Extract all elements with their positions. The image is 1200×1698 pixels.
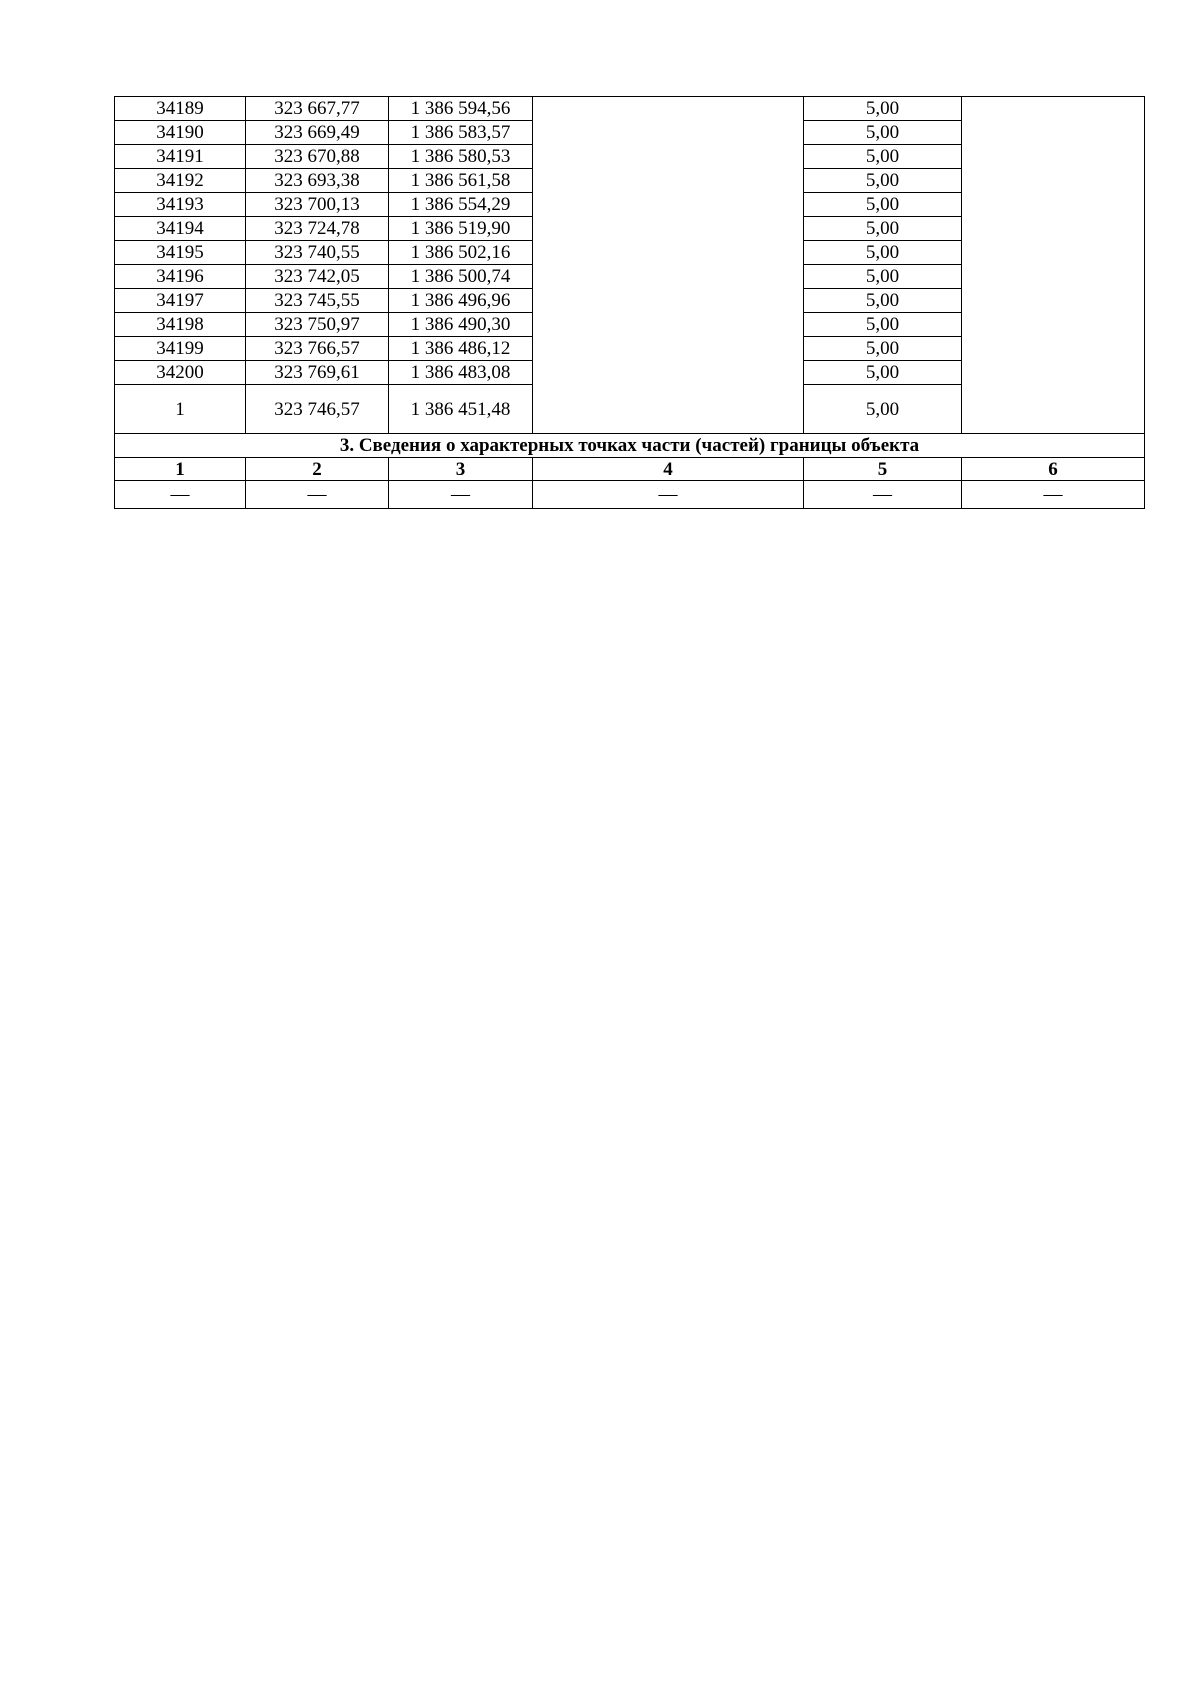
x-coordinate-cell: 323 746,57 [246, 385, 389, 434]
point-number-cell: 34199 [115, 337, 246, 361]
x-coordinate-cell: 323 766,57 [246, 337, 389, 361]
point-number-cell: 34195 [115, 241, 246, 265]
accuracy-cell: 5,00 [804, 193, 962, 217]
dash-cell: — [962, 481, 1145, 509]
y-coordinate-cell: 1 386 451,48 [389, 385, 533, 434]
accuracy-cell: 5,00 [804, 217, 962, 241]
column-number: 5 [804, 458, 962, 481]
x-coordinate-cell: 323 667,77 [246, 97, 389, 121]
accuracy-cell: 5,00 [804, 169, 962, 193]
x-coordinate-cell: 323 670,88 [246, 145, 389, 169]
point-number-cell: 34194 [115, 217, 246, 241]
y-coordinate-cell: 1 386 519,90 [389, 217, 533, 241]
column-number: 1 [115, 458, 246, 481]
y-coordinate-cell: 1 386 483,08 [389, 361, 533, 385]
point-number-cell: 34200 [115, 361, 246, 385]
column-number: 2 [246, 458, 389, 481]
y-coordinate-cell: 1 386 583,57 [389, 121, 533, 145]
y-coordinate-cell: 1 386 496,96 [389, 289, 533, 313]
accuracy-cell: 5,00 [804, 97, 962, 121]
description-cell-empty [962, 97, 1145, 434]
accuracy-cell: 5,00 [804, 145, 962, 169]
accuracy-cell: 5,00 [804, 265, 962, 289]
x-coordinate-cell: 323 745,55 [246, 289, 389, 313]
point-number-cell: 34197 [115, 289, 246, 313]
dash-cell: — [246, 481, 389, 509]
accuracy-cell: 5,00 [804, 385, 962, 434]
x-coordinate-cell: 323 740,55 [246, 241, 389, 265]
x-coordinate-cell: 323 769,61 [246, 361, 389, 385]
y-coordinate-cell: 1 386 500,74 [389, 265, 533, 289]
point-number-cell: 1 [115, 385, 246, 434]
y-coordinate-cell: 1 386 490,30 [389, 313, 533, 337]
dash-cell: — [115, 481, 246, 509]
document-page [114, 96, 1144, 509]
x-coordinate-cell: 323 700,13 [246, 193, 389, 217]
column-numbers-row [115, 458, 1145, 481]
section-3-header-row [115, 434, 1145, 458]
point-number-cell: 34190 [115, 121, 246, 145]
x-coordinate-cell: 323 742,05 [246, 265, 389, 289]
accuracy-cell: 5,00 [804, 313, 962, 337]
accuracy-cell: 5,00 [804, 361, 962, 385]
y-coordinate-cell: 1 386 580,53 [389, 145, 533, 169]
point-number-cell: 34196 [115, 265, 246, 289]
accuracy-cell: 5,00 [804, 337, 962, 361]
section-3 [115, 434, 1145, 509]
boundary-points-table [114, 96, 1145, 509]
point-number-cell: 34192 [115, 169, 246, 193]
point-number-cell: 34198 [115, 313, 246, 337]
table-body [115, 97, 1145, 434]
y-coordinate-cell: 1 386 486,12 [389, 337, 533, 361]
point-number-cell: 34191 [115, 145, 246, 169]
y-coordinate-cell: 1 386 561,58 [389, 169, 533, 193]
column-number: 6 [962, 458, 1145, 481]
point-number-cell: 34193 [115, 193, 246, 217]
section-3-title: 3. Сведения о характерных точках части (частей) границы объекта [115, 434, 1145, 458]
column-number: 3 [389, 458, 533, 481]
table-row [115, 97, 1145, 121]
x-coordinate-cell: 323 750,97 [246, 313, 389, 337]
y-coordinate-cell: 1 386 594,56 [389, 97, 533, 121]
x-coordinate-cell: 323 669,49 [246, 121, 389, 145]
accuracy-cell: 5,00 [804, 241, 962, 265]
x-coordinate-cell: 323 693,38 [246, 169, 389, 193]
accuracy-cell: 5,00 [804, 121, 962, 145]
point-number-cell: 34189 [115, 97, 246, 121]
dash-cell: — [389, 481, 533, 509]
y-coordinate-cell: 1 386 502,16 [389, 241, 533, 265]
dash-cell: — [804, 481, 962, 509]
y-coordinate-cell: 1 386 554,29 [389, 193, 533, 217]
accuracy-cell: 5,00 [804, 289, 962, 313]
column-number: 4 [533, 458, 804, 481]
dash-cell: — [533, 481, 804, 509]
x-coordinate-cell: 323 724,78 [246, 217, 389, 241]
method-cell-empty [533, 97, 804, 434]
empty-data-row [115, 481, 1145, 509]
